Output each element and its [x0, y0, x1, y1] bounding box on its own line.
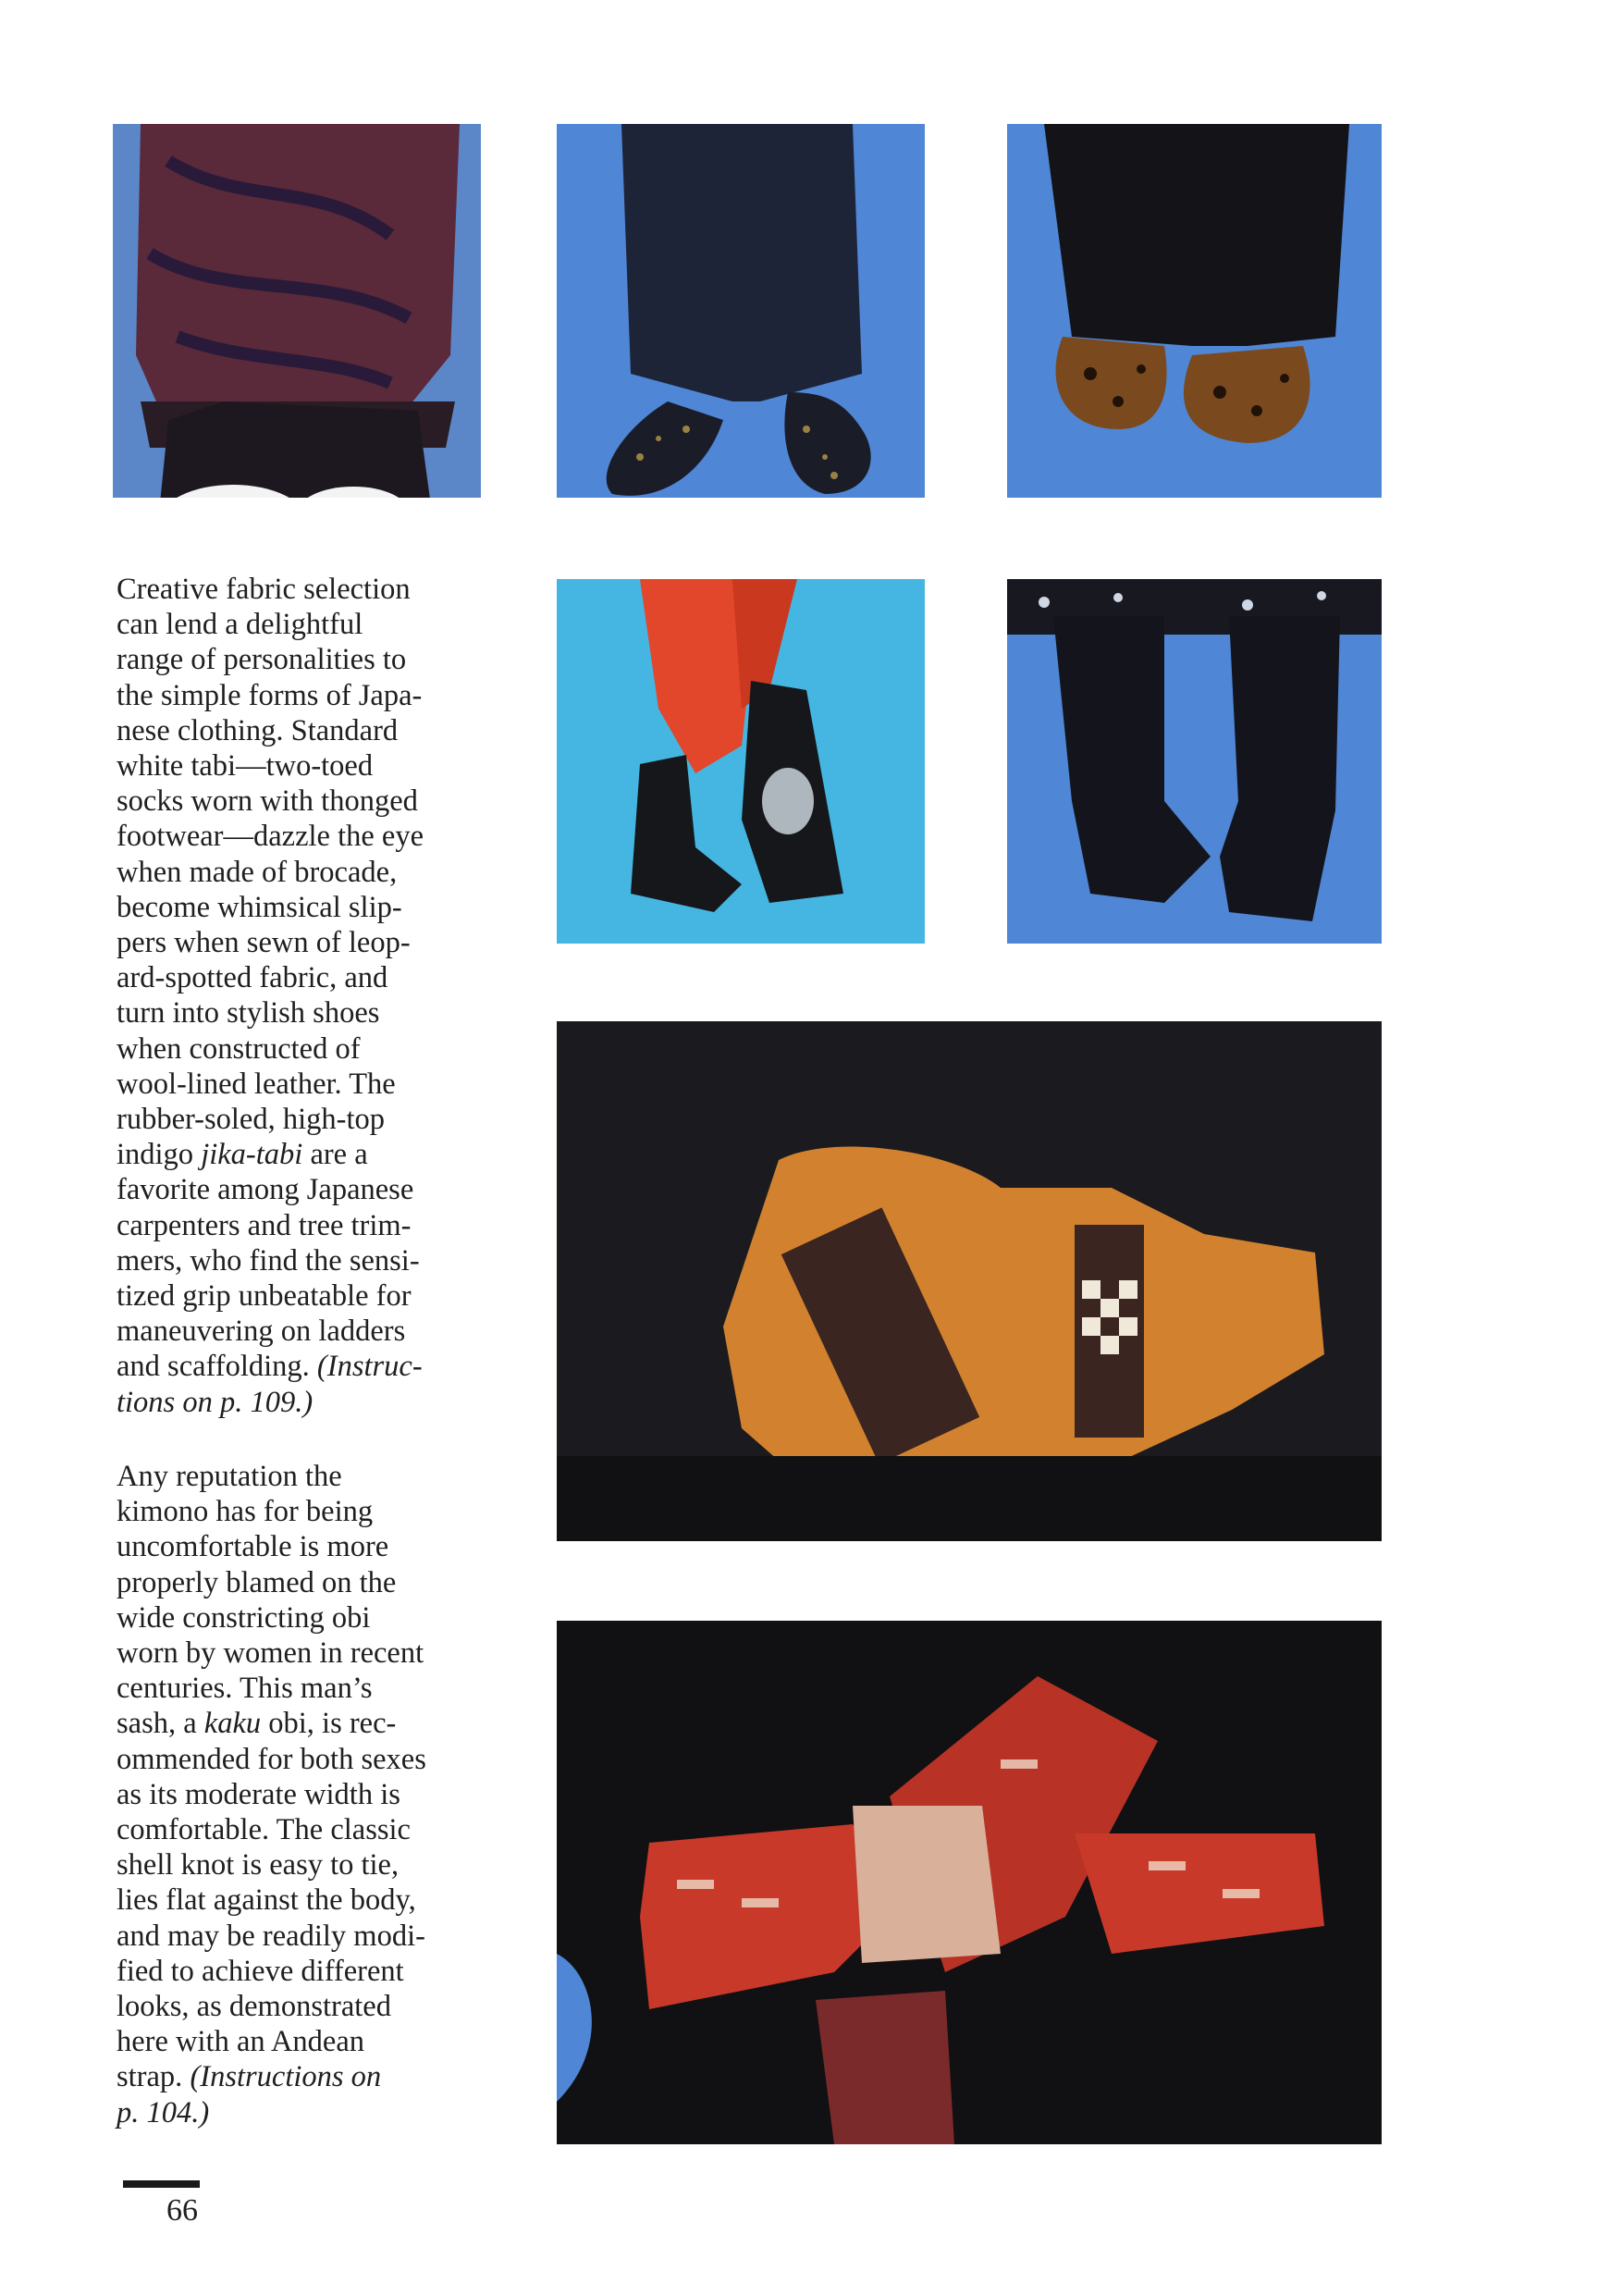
caption-line: fied to achieve different	[117, 1954, 404, 1988]
caption-line: carpenters and tree trim-	[117, 1208, 412, 1242]
instructions-reference: p. 104.)	[117, 2095, 210, 2129]
caption-line: favorite among Japanese	[117, 1173, 414, 1207]
caption-text: strap.	[117, 2060, 191, 2094]
photo-brocade-tabi	[557, 124, 925, 498]
caption-line: can lend a delightful	[117, 608, 363, 642]
term-kaku: kaku	[203, 1707, 262, 1741]
caption-line: turn into stylish shoes	[117, 996, 380, 1031]
caption-line: wool-lined leather. The	[117, 1067, 396, 1101]
caption-line	[117, 2095, 482, 2130]
term-jika-tabi: jika-tabi	[201, 1138, 303, 1172]
folio-rule	[123, 2180, 200, 2188]
caption-line: range of personalities to	[117, 643, 407, 677]
caption-text: indigo	[117, 1138, 202, 1172]
caption-line: nese clothing. Standard	[117, 713, 399, 747]
photo-leather-tabi	[557, 579, 925, 944]
caption-line	[117, 1137, 482, 1172]
caption-line: ommended for both sexes	[117, 1742, 426, 1776]
caption-line	[117, 1385, 482, 1420]
caption-text: sash, a	[117, 1707, 204, 1741]
page-number: 66	[166, 2193, 198, 2228]
instructions-reference: tions on p. 109.)	[117, 1385, 314, 1419]
caption-line: Any reputation the	[117, 1460, 342, 1493]
caption-line: kimono has for being	[117, 1495, 374, 1529]
caption-text: obi, is rec-	[261, 1707, 397, 1741]
caption-line	[117, 1706, 482, 1741]
caption-line	[117, 1349, 482, 1384]
caption-line: wide constricting obi	[117, 1600, 371, 1635]
caption-line: as its moderate width is	[117, 1777, 400, 1811]
caption-line: ard-spotted fabric, and	[117, 961, 388, 995]
caption-line: comfortable. The classic	[117, 1813, 411, 1847]
caption-line: centuries. This man’s	[117, 1672, 373, 1706]
caption-line: worn by women in recent	[117, 1636, 424, 1671]
instructions-reference: (Instructions on	[190, 2060, 382, 2094]
caption-line: rubber-soled, high-top	[117, 1103, 385, 1137]
caption-line: maneuvering on ladders	[117, 1315, 406, 1349]
caption-tabi	[117, 572, 482, 1420]
caption-text: are a	[302, 1138, 368, 1172]
caption-line: tized grip unbeatable for	[117, 1279, 412, 1314]
caption-line: when made of brocade,	[117, 855, 398, 889]
caption-line: footwear—dazzle the eye	[117, 820, 424, 854]
caption-line: socks worn with thonged	[117, 784, 418, 819]
instructions-reference: (Instruc-	[316, 1350, 423, 1384]
caption-line: and may be readily modi-	[117, 1919, 425, 1953]
caption-text: and scaffolding.	[117, 1350, 317, 1384]
photo-kaku-obi	[557, 1021, 1382, 1541]
caption-line: here with an Andean	[117, 2025, 365, 2059]
caption-line: looks, as demonstrated	[117, 1990, 391, 2024]
photo-white-tabi-geta	[113, 124, 481, 498]
caption-line: mers, who find the sensi-	[117, 1243, 420, 1278]
caption-obi	[117, 1459, 482, 2130]
photo-andean-strap-obi	[557, 1621, 1382, 2144]
photo-leopard-tabi	[1007, 124, 1382, 498]
caption-line: when constructed of	[117, 1031, 361, 1066]
caption-line: pers when sewn of leop-	[117, 926, 411, 960]
caption-line: Creative fabric selection	[117, 573, 411, 606]
caption-line: lies flat against the body,	[117, 1883, 416, 1918]
caption-line: shell knot is easy to tie,	[117, 1848, 400, 1882]
caption-line	[117, 2059, 482, 2094]
caption-line: the simple forms of Japa-	[117, 678, 423, 712]
photo-jika-tabi	[1007, 579, 1382, 944]
caption-line: become whimsical slip-	[117, 890, 402, 924]
caption-line: uncomfortable is more	[117, 1530, 389, 1564]
caption-line: properly blamed on the	[117, 1565, 397, 1599]
caption-line: white tabi—two-toed	[117, 749, 374, 784]
